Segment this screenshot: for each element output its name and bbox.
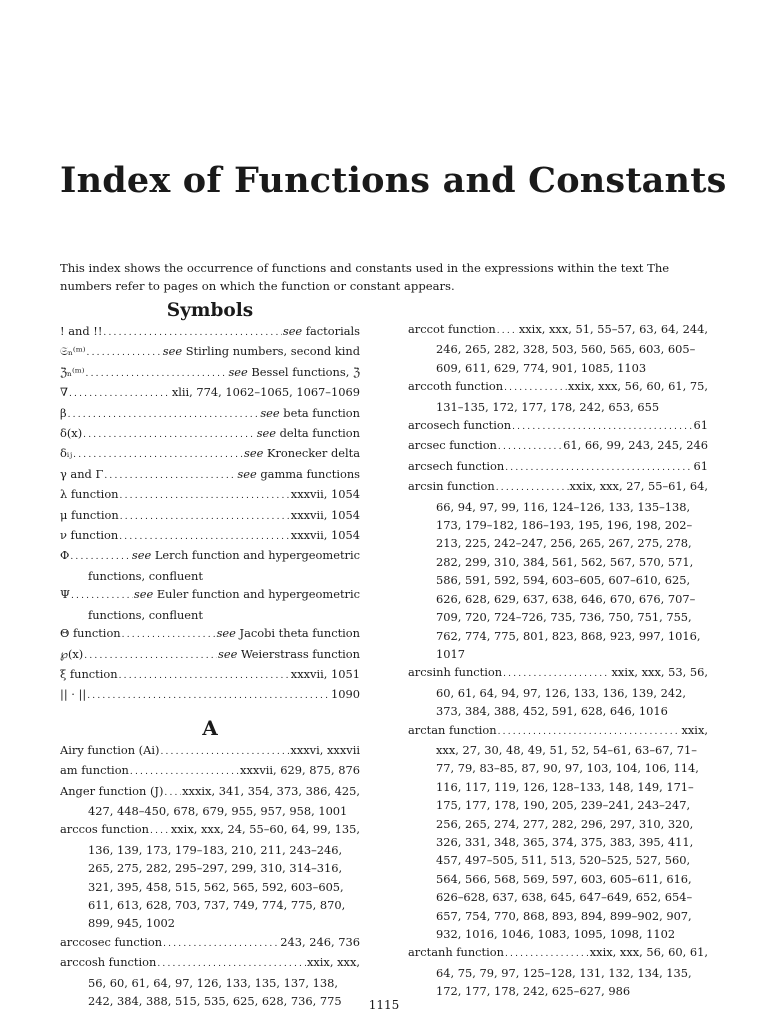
index-entry bbox=[60, 741, 360, 761]
index-pages bbox=[694, 416, 709, 434]
index-pages bbox=[240, 761, 360, 779]
page-references: xxxvii, 1051 bbox=[290, 666, 360, 681]
index-pages bbox=[291, 665, 360, 683]
index-entry-line bbox=[60, 465, 360, 485]
right-column bbox=[408, 320, 708, 1001]
index-term: ℘(x) bbox=[60, 646, 84, 661]
see-reference-label: see bbox=[162, 344, 183, 359]
dot-leader bbox=[73, 446, 243, 464]
dot-leader bbox=[119, 667, 290, 685]
left-column bbox=[60, 300, 360, 1010]
page-references: 61, 66, 99, 243, 245, 246 bbox=[563, 438, 708, 453]
symbols-list bbox=[60, 322, 360, 706]
page-references: delta function bbox=[279, 426, 360, 441]
page-references: factorials bbox=[305, 324, 360, 338]
page-references: xxxvii, 1054 bbox=[290, 487, 360, 502]
index-entry-continuation: 56, 60, 61, 64, 97, 126, 133, 135, 137, 138, 242, 384, 388, 515, 535, 625, 628, 736, 775 bbox=[88, 975, 342, 1008]
index-pages bbox=[563, 436, 708, 454]
page-references: xxxix, 341, 354, 373, 386, 425, bbox=[182, 783, 360, 798]
dot-leader bbox=[150, 822, 170, 840]
index-pages bbox=[611, 663, 708, 681]
page-references: xxix, xxx, 27, 55–61, 64, bbox=[569, 479, 708, 494]
index-term: arcsech function bbox=[408, 458, 505, 473]
index-term: || · || bbox=[60, 687, 87, 702]
index-entry-line bbox=[60, 342, 360, 362]
index-pages bbox=[257, 424, 360, 442]
page-references: beta function bbox=[283, 405, 360, 420]
index-pages bbox=[291, 526, 360, 544]
dot-leader bbox=[120, 487, 290, 505]
index-entry-line bbox=[60, 585, 360, 605]
page-references: Euler function and hypergeometric bbox=[156, 587, 360, 602]
see-reference-label: see bbox=[131, 548, 152, 563]
page-references: Weierstrass function bbox=[240, 646, 360, 661]
dot-leader bbox=[503, 665, 610, 683]
index-pages bbox=[280, 933, 360, 951]
dot-leader bbox=[70, 548, 131, 566]
index-pages bbox=[260, 404, 360, 422]
page-references: xxix, bbox=[681, 722, 708, 737]
see-reference-label: see bbox=[218, 646, 238, 661]
index-entry bbox=[408, 663, 708, 720]
index-entry-line bbox=[60, 526, 360, 546]
index-pages bbox=[291, 506, 360, 524]
index-entry-line bbox=[60, 741, 360, 761]
index-entry-line bbox=[408, 721, 708, 741]
dot-leader bbox=[119, 528, 290, 546]
index-term: arctanh function bbox=[408, 945, 504, 960]
page-references: xxxvii, 1054 bbox=[290, 507, 360, 522]
page-references: xxix, xxx, 53, 56, bbox=[611, 665, 708, 680]
index-entry bbox=[408, 320, 708, 377]
page-references: xxix, xxx, 24, 55–60, 64, 99, 135, bbox=[170, 822, 360, 837]
index-entry-continuation: 66, 94, 97, 99, 116, 124–126, 133, 135–138, 173, 179–182, 186–193, 195, 196, 198, 202–213, 225, 242–247, 256, 265, 267, 275, 278, 282, 299, 310, 384, 561, 562, 567, 570, 571, 586, 591, 592, 594, 603–605, 607–610, 625, 626, 628, 629, 637, 638, 646, 670, 676, 707–709, 720, 724–726, 735, 736, 750, 751, 755, 762, 774, 775, 801, 823, 868, 923, 997, 1016, 1017 bbox=[436, 499, 701, 661]
index-entry-continuation: 136, 139, 173, 179–183, 210, 211, 243–246, 265, 275, 282, 295–297, 299, 310, 314–316, 321, 395, 458, 515, 562, 565, 592, 603–605, 611, 613, 628, 703, 737, 749, 774, 775, 870, 899, 945, 1002 bbox=[88, 842, 346, 931]
index-term: ℨₙ⁽ᵐ⁾ bbox=[60, 364, 85, 379]
index-entry-line bbox=[60, 624, 360, 644]
page-references: 243, 246, 736 bbox=[280, 934, 360, 949]
dot-leader bbox=[84, 647, 217, 665]
dot-leader bbox=[512, 418, 692, 436]
dot-leader bbox=[163, 935, 279, 953]
index-pages bbox=[519, 320, 708, 338]
index-term: δ(x) bbox=[60, 426, 83, 441]
index-term: arccoth function bbox=[408, 379, 504, 394]
index-pages bbox=[244, 444, 360, 462]
index-term: arccosec function bbox=[60, 934, 163, 949]
index-entry bbox=[60, 404, 360, 424]
page-references: Jacobi theta function bbox=[239, 626, 360, 641]
dot-leader bbox=[157, 955, 306, 973]
index-pages bbox=[694, 457, 709, 475]
index-entry-line bbox=[60, 322, 360, 342]
index-entry bbox=[60, 665, 360, 685]
dot-leader bbox=[71, 587, 133, 605]
index-term: β bbox=[60, 405, 67, 420]
index-term: ∇ bbox=[60, 385, 68, 400]
index-entry-line bbox=[60, 506, 360, 526]
index-pages bbox=[283, 322, 360, 340]
index-pages bbox=[218, 645, 360, 663]
index-term: arccosh function bbox=[60, 955, 157, 970]
page-references: xxxvii, 1054 bbox=[290, 528, 360, 543]
index-entry bbox=[60, 585, 360, 624]
index-entry-line bbox=[408, 943, 708, 963]
see-reference-label: see bbox=[216, 626, 236, 641]
index-entry-line bbox=[60, 953, 360, 973]
index-term: λ function bbox=[60, 487, 119, 502]
index-entry-line bbox=[408, 477, 708, 497]
dot-leader bbox=[87, 687, 330, 705]
index-pages bbox=[331, 685, 360, 703]
index-entry-line bbox=[60, 363, 360, 383]
index-term: arcsinh function bbox=[408, 665, 503, 680]
index-pages bbox=[291, 485, 360, 503]
dot-leader bbox=[160, 743, 289, 761]
index-term: arccos function bbox=[60, 822, 150, 837]
right-entries-list bbox=[408, 320, 708, 1001]
a-entries-list bbox=[60, 741, 360, 1011]
index-entry bbox=[60, 444, 360, 464]
index-entry bbox=[408, 457, 708, 477]
index-pages bbox=[172, 383, 360, 401]
index-entry bbox=[408, 477, 708, 663]
index-pages bbox=[681, 721, 708, 739]
index-entry-continuation: 64, 75, 79, 97, 125–128, 131, 132, 134, 135, 172, 177, 178, 242, 625–627, 986 bbox=[436, 965, 692, 999]
index-entry bbox=[60, 465, 360, 485]
index-entry bbox=[60, 342, 360, 362]
index-entry-line bbox=[60, 665, 360, 685]
index-entry bbox=[60, 761, 360, 781]
index-entry-line bbox=[408, 416, 708, 436]
index-entry bbox=[60, 485, 360, 505]
index-term: arccot function bbox=[408, 322, 496, 336]
page-references: Kronecker delta bbox=[266, 446, 360, 461]
index-entry-line bbox=[60, 424, 360, 444]
index-entry-line bbox=[60, 761, 360, 781]
index-entry bbox=[60, 820, 360, 932]
index-pages bbox=[134, 585, 360, 603]
dot-leader bbox=[497, 322, 518, 340]
see-reference-label: see bbox=[256, 426, 277, 441]
index-entry-line bbox=[60, 404, 360, 424]
see-reference-label: see bbox=[237, 466, 257, 481]
index-entry-line bbox=[60, 820, 360, 840]
dot-leader bbox=[83, 426, 256, 444]
index-entry-line bbox=[60, 645, 360, 665]
index-term: arctan function bbox=[408, 722, 497, 737]
index-entry bbox=[60, 424, 360, 444]
dot-leader bbox=[130, 763, 239, 781]
dot-leader bbox=[120, 508, 290, 526]
dot-leader bbox=[496, 479, 569, 497]
index-term: ν function bbox=[60, 528, 119, 543]
page-title: Index of Functions and Constants bbox=[60, 160, 727, 201]
page-references: xxix, xxx, 51, 55–57, 63, 64, 244, bbox=[518, 322, 708, 336]
dot-leader bbox=[68, 406, 260, 424]
index-entry bbox=[60, 546, 360, 585]
index-pages bbox=[570, 477, 708, 495]
index-entry-line bbox=[60, 383, 360, 403]
index-entry bbox=[60, 685, 360, 705]
index-entry bbox=[60, 363, 360, 383]
see-reference-label: see bbox=[282, 324, 303, 338]
page-number: 1115 bbox=[368, 998, 400, 1012]
index-term: ξ function bbox=[60, 666, 118, 681]
index-entry-continuation: 60, 61, 64, 94, 97, 126, 133, 136, 139, 242, 373, 384, 388, 452, 591, 628, 646, 1016 bbox=[436, 685, 686, 719]
index-entry bbox=[60, 322, 360, 342]
dot-leader bbox=[505, 459, 692, 477]
index-pages bbox=[182, 782, 360, 800]
page-references: xxix, xxx, 56, 60, 61, bbox=[589, 945, 708, 960]
index-term: Φ bbox=[60, 548, 70, 563]
see-reference-label: see bbox=[228, 364, 248, 379]
symbols-heading: Symbols bbox=[166, 300, 254, 321]
index-entry-line bbox=[60, 444, 360, 464]
index-entry bbox=[60, 526, 360, 546]
dot-leader bbox=[164, 784, 181, 802]
page-references: 61 bbox=[693, 458, 708, 473]
index-entry-line bbox=[60, 485, 360, 505]
index-entry-line bbox=[408, 320, 708, 340]
index-term: arcsec function bbox=[408, 438, 497, 453]
page-references: xxxvii, 629, 875, 876 bbox=[240, 763, 360, 778]
page-references: gamma functions bbox=[260, 466, 360, 481]
index-entry bbox=[60, 933, 360, 953]
index-entry bbox=[408, 943, 708, 1000]
index-entry-continuation: functions, confluent bbox=[88, 568, 203, 583]
intro-paragraph: This index shows the occurrence of functions and constants used in the expressions within the text The numbers refer to pages on which the function or constant appears. bbox=[60, 261, 670, 293]
index-pages bbox=[217, 624, 360, 642]
dot-leader bbox=[498, 723, 681, 741]
index-pages bbox=[163, 342, 360, 360]
page-references: xlii, 774, 1062–1065, 1067–1069 bbox=[171, 385, 360, 400]
dot-leader bbox=[69, 385, 171, 403]
page-references: Stirling numbers, second kind bbox=[185, 344, 360, 359]
index-entry-line bbox=[408, 663, 708, 683]
dot-leader bbox=[87, 344, 162, 362]
see-reference-label: see bbox=[260, 405, 280, 420]
index-term: arcosech function bbox=[408, 418, 512, 433]
index-term: arcsin function bbox=[408, 479, 495, 494]
index-entry-continuation: 246, 265, 282, 328, 503, 560, 565, 603, 605–609, 611, 629, 774, 901, 1085, 1103 bbox=[436, 342, 696, 375]
index-term: γ and Γ bbox=[60, 466, 104, 481]
index-entry-continuation: functions, confluent bbox=[88, 607, 203, 622]
index-term: Θ function bbox=[60, 626, 121, 641]
see-reference-label: see bbox=[244, 446, 264, 461]
index-entry-line bbox=[408, 436, 708, 456]
index-entry bbox=[60, 645, 360, 665]
index-term: am function bbox=[60, 763, 129, 778]
index-entry bbox=[60, 782, 360, 821]
index-term: Airy function (Ai) bbox=[60, 742, 160, 757]
index-term: ! and !! bbox=[60, 324, 103, 338]
dot-leader bbox=[104, 467, 236, 485]
index-entry-line bbox=[60, 782, 360, 802]
index-entry-line bbox=[408, 377, 708, 397]
index-entry-continuation: 131–135, 172, 177, 178, 242, 653, 655 bbox=[436, 399, 660, 414]
page-references: xxix, xxx, 56, 60, 61, 75, bbox=[568, 379, 708, 394]
index-term: Anger function (J) bbox=[60, 783, 164, 798]
letter-a-heading: A bbox=[202, 715, 218, 740]
index-entry-line bbox=[60, 546, 360, 566]
index-entry bbox=[60, 383, 360, 403]
page-references: Bessel functions, ℨ bbox=[251, 364, 360, 379]
index-term: Ψ bbox=[60, 587, 70, 602]
index-pages bbox=[237, 465, 360, 483]
index-term: δᵢⱼ bbox=[60, 446, 73, 461]
index-entry bbox=[408, 416, 708, 436]
dot-leader bbox=[122, 626, 216, 644]
dot-leader bbox=[505, 945, 589, 963]
page-references: Lerch function and hypergeometric bbox=[154, 548, 360, 563]
see-reference-label: see bbox=[133, 587, 154, 602]
index-pages bbox=[228, 363, 360, 381]
index-entry-line bbox=[60, 933, 360, 953]
index-pages bbox=[132, 546, 360, 564]
page-references: 61 bbox=[693, 418, 708, 433]
dot-leader bbox=[504, 379, 567, 397]
dot-leader bbox=[86, 365, 228, 383]
page-references: 1090 bbox=[331, 687, 360, 702]
index-entry bbox=[60, 506, 360, 526]
dot-leader bbox=[498, 438, 562, 456]
index-pages bbox=[290, 741, 360, 759]
index-entry-continuation: xxx, 27, 30, 48, 49, 51, 52, 54–61, 63–67, 71–77, 79, 83–85, 87, 90, 97, 103, 104, 106, 114, 116, 117, 119, 126, 128–133, 148, 149, 171–175, 177, 178, 190, 205, 239–241, 243–247, 256, 265, 274, 277, 282, 296, 297, 310, 320, 326, 331, 348, 365, 374, 375, 383, 395, 411, 457, 497–505, 511, 513, 520–525, 527, 560, 564, 566, 568, 569, 597, 603, 605–611, 616, 626–628, 637, 638, 645, 647–649, 652, 654–657, 754, 770, 868, 893, 894, 899–902, 907, 932, 1016, 1046, 1083, 1095, 1098, 1102 bbox=[436, 742, 699, 941]
index-term: μ function bbox=[60, 507, 119, 522]
dot-leader bbox=[103, 324, 281, 342]
index-pages bbox=[171, 820, 360, 838]
index-pages bbox=[568, 377, 708, 395]
index-entry bbox=[408, 721, 708, 944]
index-pages bbox=[590, 943, 708, 961]
index-term: 𝔖ₙ⁽ᵐ⁾ bbox=[60, 344, 86, 359]
index-entry-line bbox=[408, 457, 708, 477]
index-pages bbox=[307, 953, 360, 971]
page-references: xxxvi, xxxvii bbox=[290, 742, 360, 757]
page-references: xxix, xxx, bbox=[306, 955, 360, 970]
index-entry-continuation: 427, 448–450, 678, 679, 955, 957, 958, 1001 bbox=[88, 803, 348, 818]
index-entry bbox=[60, 624, 360, 644]
index-entry bbox=[408, 436, 708, 456]
index-entry bbox=[408, 377, 708, 416]
index-entry-line bbox=[60, 685, 360, 705]
